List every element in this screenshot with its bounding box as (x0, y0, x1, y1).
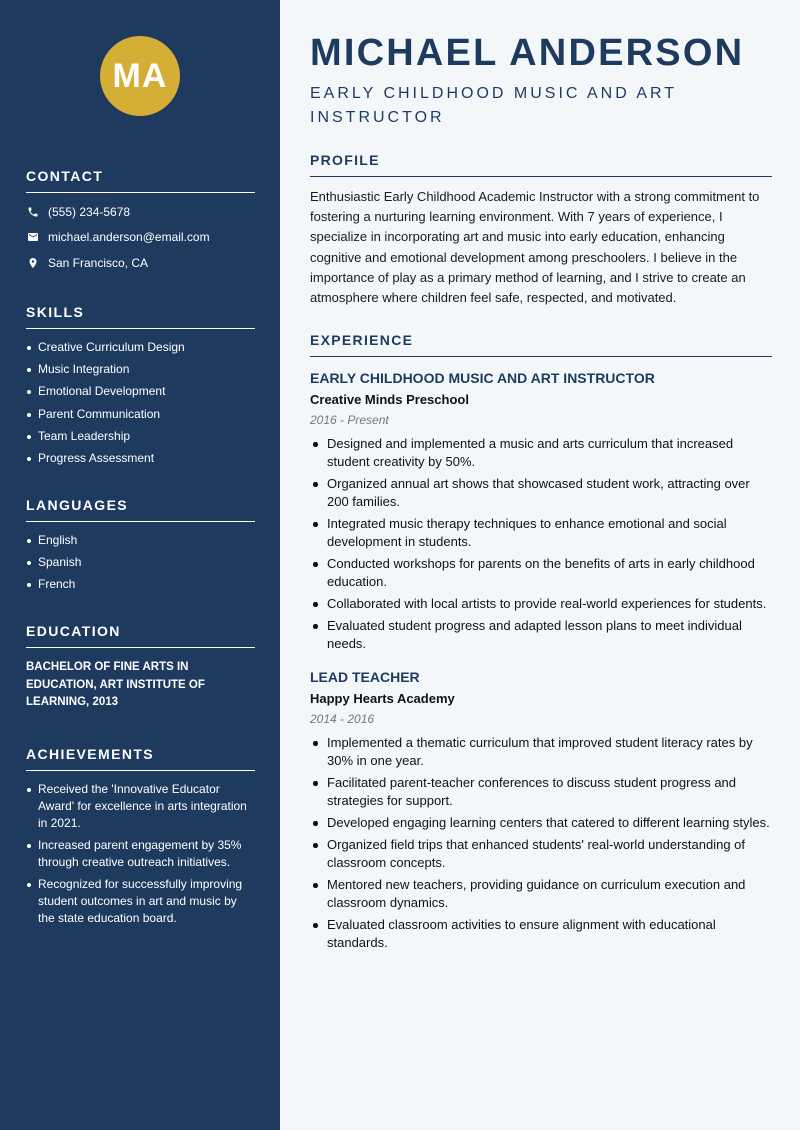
job-bullet: Integrated music therapy techniques to enhance emotional and social development in students. (310, 515, 772, 551)
skill-item: Team Leadership (26, 428, 255, 445)
profile-heading: PROFILE (310, 152, 772, 177)
contact-email (26, 225, 255, 251)
phone-icon (26, 205, 40, 219)
candidate-name: MICHAEL ANDERSON (310, 32, 745, 74)
achievement-item: Received the 'Innovative Educator Award' for excellence in arts integration in 2021. (26, 781, 255, 832)
profile-section (310, 152, 772, 308)
email-text: michael.anderson@email.com (48, 230, 210, 245)
profile-text: Enthusiastic Early Childhood Academic Instructor with a strong commitment to fostering a nurturing learning environment. With 7 years of experience, I specialize in incorporating art and music into early education, enhancing cognitive and emotional development among preschoolers. I believe in the importance of play as a primary method of learning, and I strive to create an atmosphere where children feel safe, respected, and motivated. (310, 189, 760, 306)
skill-item: Creative Curriculum Design (26, 339, 255, 356)
achievements-list (26, 781, 255, 927)
education-degree: BACHELOR OF FINE ARTS IN EDUCATION, ART INSTITUTE OF LEARNING, 2013 (26, 661, 205, 708)
languages-heading: LANGUAGES (26, 497, 255, 522)
job-bullet: Mentored new teachers, providing guidance on curriculum execution and classroom dynamics. (310, 876, 772, 912)
language-item: English (26, 532, 255, 549)
job-entry (310, 669, 772, 952)
phone-text: (555) 234-5678 (48, 204, 131, 219)
contact-heading: CONTACT (26, 168, 255, 193)
languages-list (26, 532, 255, 593)
avatar: MA (100, 36, 180, 116)
job-bullet: Organized annual art shows that showcased student work, attracting over 200 families. (310, 475, 772, 511)
location-text: San Francisco, CA (48, 255, 149, 270)
skill-item: Music Integration (26, 361, 255, 378)
job-bullet: Conducted workshops for parents on the benefits of arts in early childhood education. (310, 555, 772, 591)
company-name: Happy Hearts Academy (310, 691, 455, 706)
achievement-item: Increased parent engagement by 35% through creative outreach initiatives. (26, 837, 255, 871)
location-pin-icon (26, 256, 40, 270)
job-bullet: Designed and implemented a music and arts curriculum that increased student creativity by 50%. (310, 435, 772, 471)
education-heading: EDUCATION (26, 623, 255, 648)
job-entry (310, 370, 772, 653)
achievements-heading: ACHIEVEMENTS (26, 746, 255, 771)
job-bullet: Collaborated with local artists to provide real-world experiences for students. (310, 595, 772, 613)
language-item: Spanish (26, 554, 255, 571)
sidebar (0, 0, 280, 1130)
job-dates: 2014 - 2016 (310, 712, 375, 726)
contact-location (26, 250, 255, 276)
job-bullet: Implemented a thematic curriculum that improved student literacy rates by 30% in one year. (310, 734, 772, 770)
contact-phone (26, 199, 255, 225)
skills-section (26, 304, 255, 472)
job-bullet: Evaluated student progress and adapted lesson plans to meet individual needs. (310, 617, 772, 653)
experience-heading: EXPERIENCE (310, 332, 772, 357)
achievement-item: Recognized for successfully improving student outcomes in art and music by the state education board. (26, 876, 255, 927)
job-bullet: Developed engaging learning centers that catered to different learning styles. (310, 814, 772, 832)
job-bullet: Organized field trips that enhanced students' real-world understanding of classroom concepts. (310, 836, 772, 872)
skill-item: Progress Assessment (26, 450, 255, 467)
experience-section (310, 332, 772, 956)
achievements-section (26, 746, 255, 932)
skills-list (26, 339, 255, 467)
skills-heading: SKILLS (26, 304, 255, 329)
job-dates: 2016 - Present (310, 413, 389, 427)
job-bullet: Facilitated parent-teacher conferences to discuss student progress and strategies for support. (310, 774, 772, 810)
email-icon (26, 230, 40, 244)
contact-section (26, 168, 255, 276)
job-bullet: Evaluated classroom activities to ensure alignment with educational standards. (310, 916, 772, 952)
job-title: EARLY CHILDHOOD MUSIC AND ART INSTRUCTOR (310, 370, 655, 386)
job-title: LEAD TEACHER (310, 669, 420, 685)
job-bullets (310, 435, 772, 653)
job-bullets (310, 734, 772, 952)
skill-item: Emotional Development (26, 383, 255, 400)
language-item: French (26, 576, 255, 593)
candidate-title: EARLY CHILDHOOD MUSIC AND ART INSTRUCTOR (310, 85, 677, 126)
education-section (26, 623, 255, 712)
languages-section (26, 497, 255, 599)
company-name: Creative Minds Preschool (310, 392, 469, 407)
skill-item: Parent Communication (26, 406, 255, 423)
